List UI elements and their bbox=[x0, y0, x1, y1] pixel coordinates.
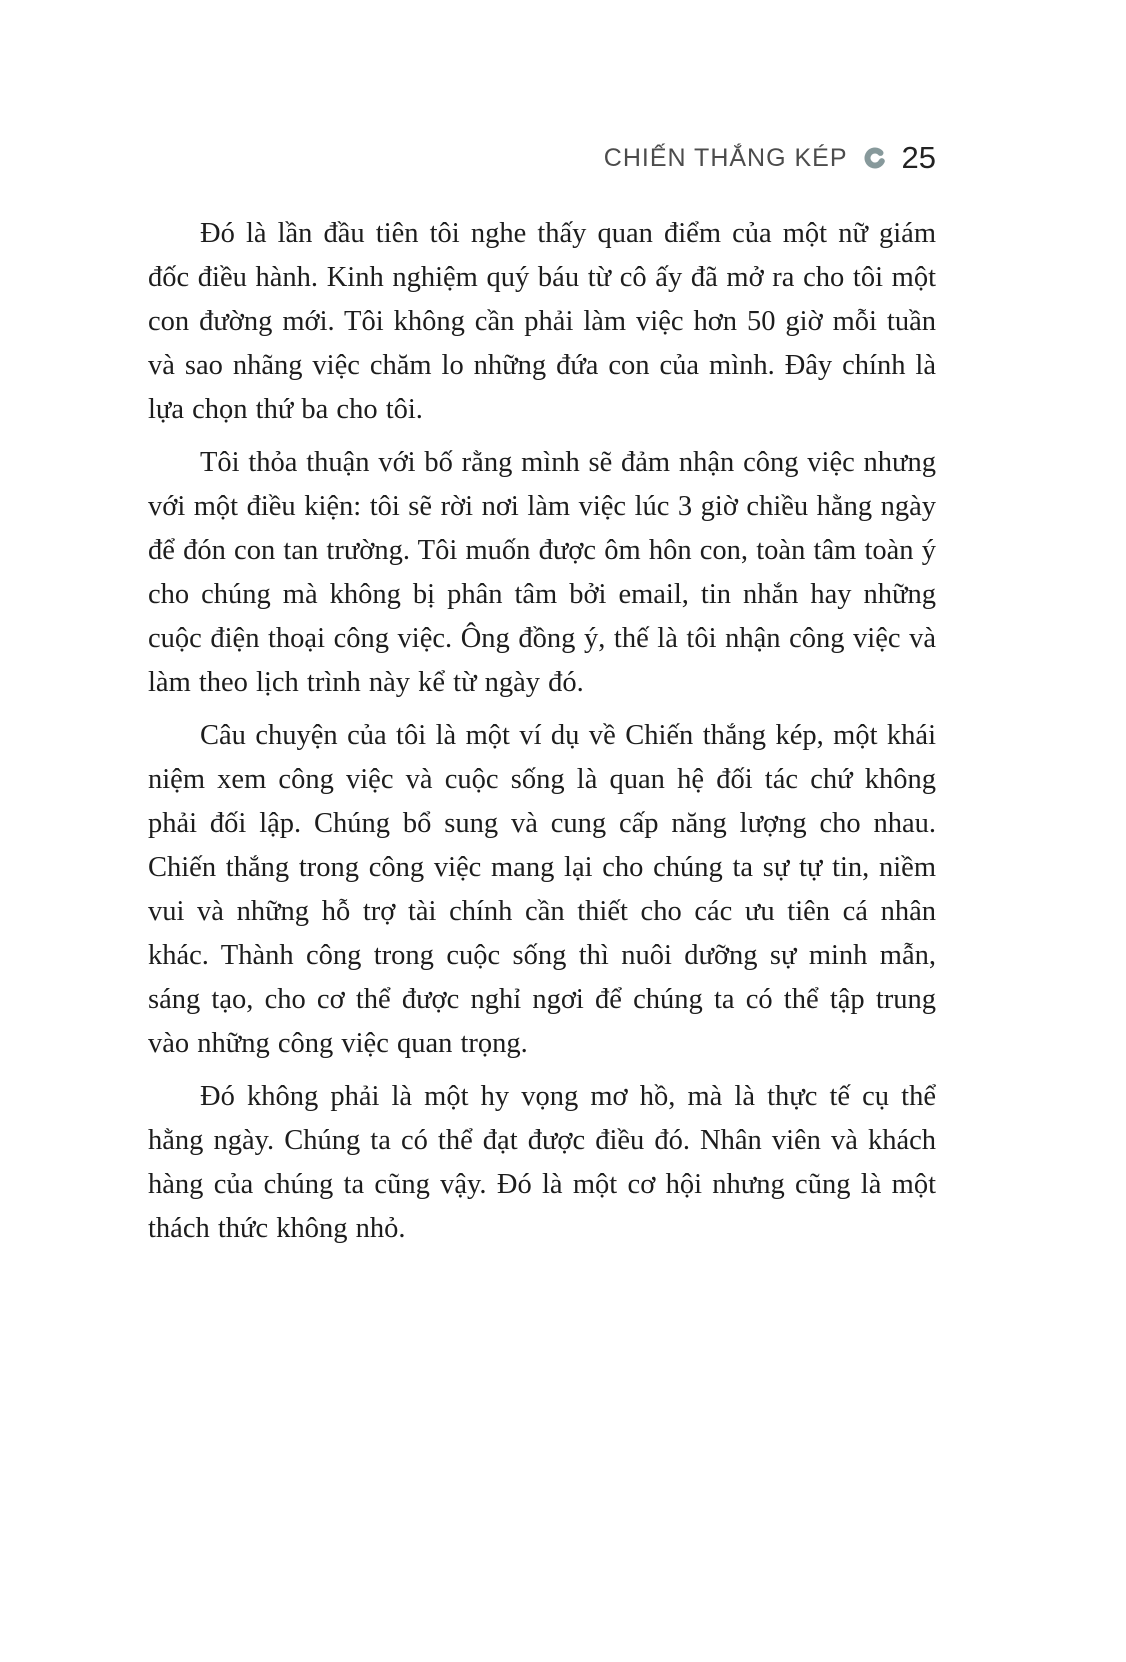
paragraph: Câu chuyện của tôi là một ví dụ về Chiến thắng kép, một khái niệm xem công việc và cuộc sống là quan hệ đối tác chứ không phải đối lập. Chúng bổ sung và cung cấp năng lượng cho nhau. Chiến thắng trong công việc mang lại cho chúng ta sự tự tin, niềm vui và những hỗ trợ tài chính cần thiết cho các ưu tiên cá nhân khác. Thành công trong cuộc sống thì nuôi dưỡng sự minh mẫn, sáng tạo, cho cơ thể được nghỉ ngơi để chúng ta có thể tập trung vào những công việc quan trọng. bbox=[148, 720, 936, 1059]
running-header-title: CHIẾN THẮNG KÉP bbox=[603, 143, 848, 172]
paragraph: Tôi thỏa thuận với bố rằng mình sẽ đảm nhận công việc nhưng với một điều kiện: tôi sẽ rời nơi làm việc lúc 3 giờ chiều hằng ngày để đón con tan trường. Tôi muốn được ôm hôn con, toàn tâm toàn ý cho chúng mà không bị phân tâm bởi email, tin nhắn hay những cuộc điện thoại công việc. Ông đồng ý, thế là tôi nhận công việc và làm theo lịch trình này kể từ ngày đó. bbox=[148, 447, 936, 698]
page-body bbox=[148, 212, 936, 1260]
page-number: 25 bbox=[901, 140, 936, 175]
swirl-ornament-icon bbox=[864, 147, 886, 169]
running-header bbox=[148, 140, 936, 176]
paragraph: Đó là lần đầu tiên tôi nghe thấy quan điểm của một nữ giám đốc điều hành. Kinh nghiệm quý báu từ cô ấy đã mở ra cho tôi một con đường mới. Tôi không cần phải làm việc hơn 50 giờ mỗi tuần và sao nhãng việc chăm lo những đứa con của mình. Đây chính là lựa chọn thứ ba cho tôi. bbox=[148, 218, 936, 425]
paragraph: Đó không phải là một hy vọng mơ hồ, mà là thực tế cụ thể hằng ngày. Chúng ta có thể đạt được điều đó. Nhân viên và khách hàng của chúng ta cũng vậy. Đó là một cơ hội nhưng cũng là một thách thức không nhỏ. bbox=[148, 1081, 936, 1244]
